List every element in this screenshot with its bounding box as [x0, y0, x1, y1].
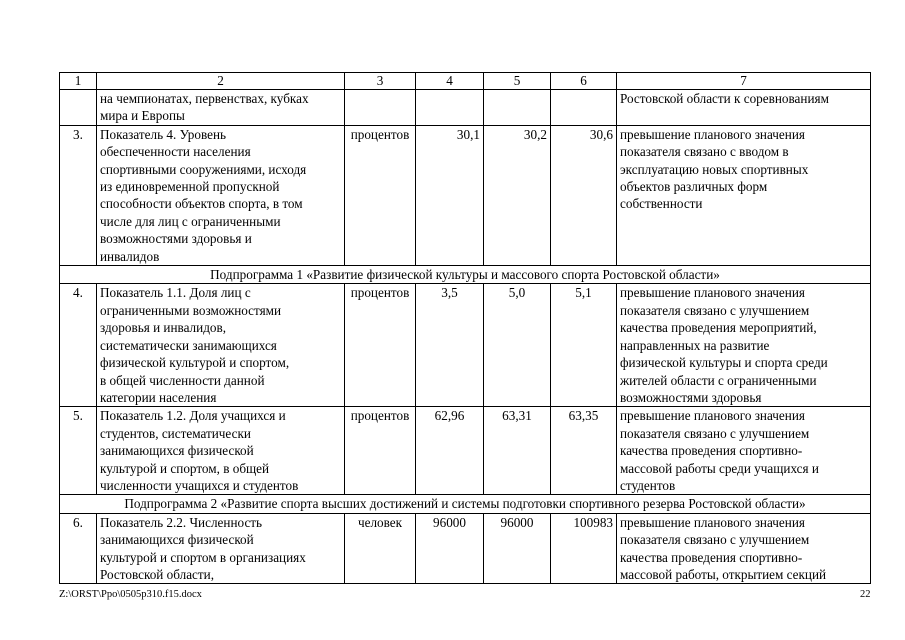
- note-cell: превышение планового значения показателя связано с улучшением качества проведения спортивно- массовой работы, открытием секций: [617, 513, 871, 584]
- table-row: [60, 284, 871, 407]
- unit-cell: процентов: [345, 125, 416, 265]
- indicator-name: Показатель 2.2. Численность занимающихся физической культурой и спортом в организациях Ростовской области,: [97, 513, 345, 584]
- note-cell: Ростовской области к соревнованиям: [617, 90, 871, 126]
- indicator-name: Показатель 1.1. Доля лиц с ограниченными возможностями здоровья и инвалидов, систематически занимающихся физической культурой и спортом, в общей численности данной категории населения: [97, 284, 345, 407]
- value-col4: 96000: [416, 513, 484, 584]
- value-col6: 63,35: [551, 407, 617, 495]
- header-cell: 5: [484, 73, 551, 90]
- subprogram-row: [60, 266, 871, 284]
- note-cell: превышение планового значения показателя связано с улучшением качества проведения мероприятий, направленных на развитие физической культуры и спорта среди жителей области с ограниченными возможностями здоровья: [617, 284, 871, 407]
- table-row: [60, 407, 871, 495]
- indicator-name: Показатель 4. Уровень обеспеченности населения спортивными сооружениями, исходя из единовременной пропускной способности объектов спорта, в том числе для лиц с ограниченными возможностями здоровья и инвалидов: [97, 125, 345, 265]
- indicator-name: Показатель 1.2. Доля учащихся и студентов, систематически занимающихся физической культурой и спортом, в общей численности учащихся и студентов: [97, 407, 345, 495]
- unit-cell: [345, 90, 416, 126]
- page-number: 22: [860, 589, 871, 600]
- table-row: [60, 513, 871, 584]
- value-col6: 100983: [551, 513, 617, 584]
- value-col5: 30,2: [484, 125, 551, 265]
- value-col4: 30,1: [416, 125, 484, 265]
- header-cell: 2: [97, 73, 345, 90]
- header-cell: 7: [617, 73, 871, 90]
- row-number: [60, 90, 97, 126]
- note-cell: превышение планового значения показателя связано с вводом в эксплуатацию новых спортивных объектов различных форм собственности: [617, 125, 871, 265]
- value-col5: 96000: [484, 513, 551, 584]
- table-row: [60, 90, 871, 126]
- value-col6: 5,1: [551, 284, 617, 407]
- table-row: [60, 125, 871, 265]
- indicator-name: на чемпионатах, первенствах, кубках мира и Европы: [97, 90, 345, 126]
- subprogram-title: Подпрограмма 1 «Развитие физической культуры и массового спорта Ростовской области»: [60, 266, 871, 284]
- value-col5: 63,31: [484, 407, 551, 495]
- row-number: 5.: [60, 407, 97, 495]
- unit-cell: процентов: [345, 284, 416, 407]
- row-number: 3.: [60, 125, 97, 265]
- subprogram-title: Подпрограмма 2 «Развитие спорта высших достижений и системы подготовки спортивного резерва Ростовской области»: [60, 495, 871, 513]
- value-col5: [484, 90, 551, 126]
- unit-cell: процентов: [345, 407, 416, 495]
- value-col4: 3,5: [416, 284, 484, 407]
- value-col4: 62,96: [416, 407, 484, 495]
- value-col6: [551, 90, 617, 126]
- row-number: 4.: [60, 284, 97, 407]
- file-path: Z:\ORST\Ppo\0505p310.f15.docx: [59, 589, 202, 600]
- row-number: 6.: [60, 513, 97, 584]
- header-cell: 6: [551, 73, 617, 90]
- header-cell: 1: [60, 73, 97, 90]
- value-col5: 5,0: [484, 284, 551, 407]
- value-col6: 30,6: [551, 125, 617, 265]
- unit-cell: человек: [345, 513, 416, 584]
- header-cell: 3: [345, 73, 416, 90]
- value-col4: [416, 90, 484, 126]
- note-cell: превышение планового значения показателя связано с улучшением качества проведения спортивно- массовой работы среди учащихся и студентов: [617, 407, 871, 495]
- subprogram-row: [60, 495, 871, 513]
- header-cell: 4: [416, 73, 484, 90]
- header-row: [60, 73, 871, 90]
- indicators-table: [59, 72, 871, 584]
